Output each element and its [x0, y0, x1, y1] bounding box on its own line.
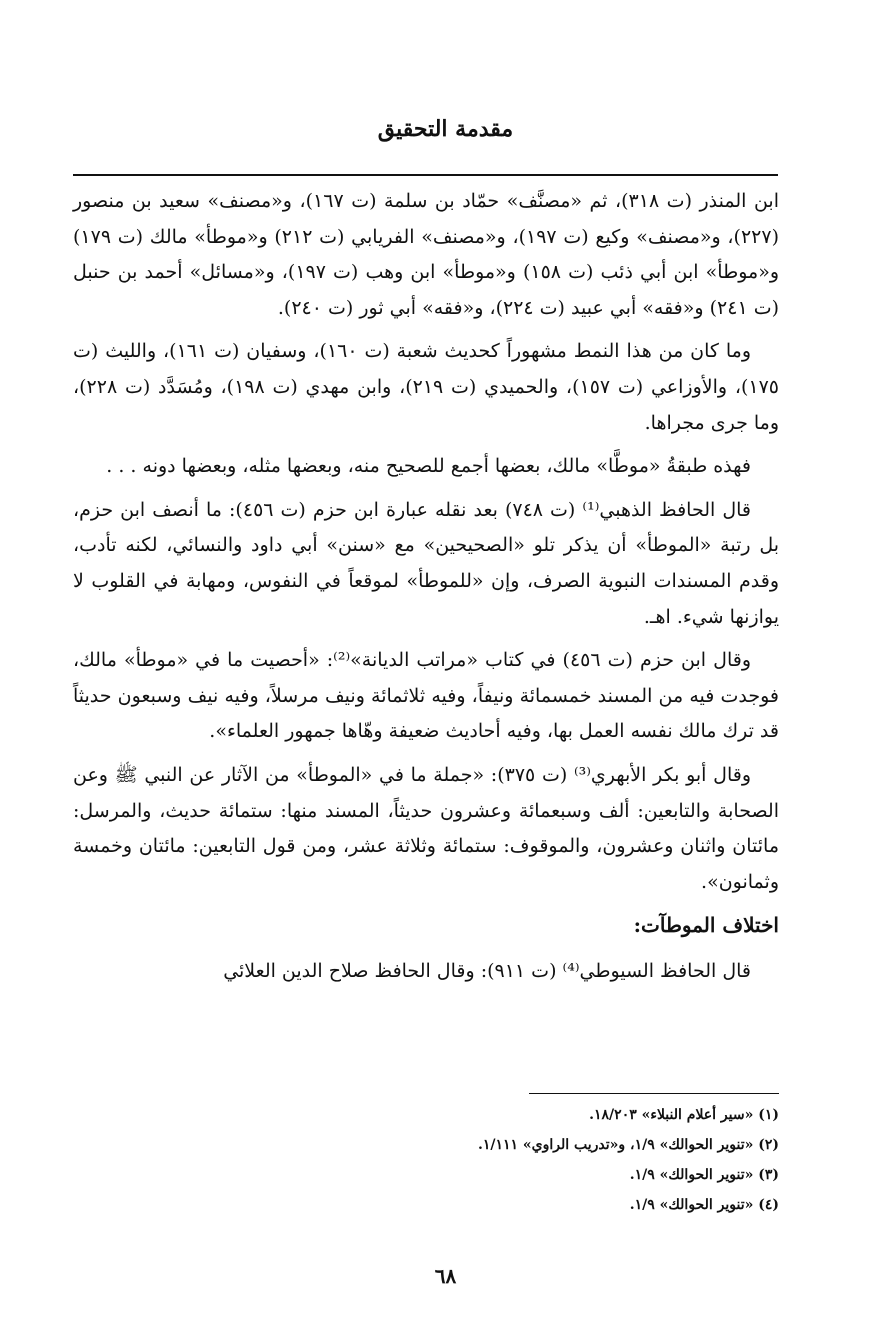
paragraph-3: فهذه طبقةُ «موطَّا» مالك، بعضها أجمع للصحيح منه، وبعضها مثله، وبعضها دونه . . .	[106, 455, 751, 478]
footnote-4: (٤) «تنوير الحوالك» ١/٩.	[629, 1197, 779, 1213]
paragraph-6: وقال أبو بكر الأبهري⁽³⁾ (ت ٣٧٥): «جملة ما في «الموطأ» من الآثار عن النبي ﷺ وعن الصحابة والتابعين: ألف وسبعمائة وعشرون حديثاً، المسند منها: ستمائة حديث، والمرسل: مائتان واثنان وعشرون، والموقوف: ستمائة وثلاثة عشر، ومن قول التابعين: مائتان وخمسة وثمانون».	[73, 763, 779, 893]
footnote-1: (١) «سير أعلام النبلاء» ١٨/٢٠٣.	[589, 1107, 779, 1123]
header-rule	[73, 174, 778, 176]
page-number: ٦٨	[434, 1264, 457, 1288]
paragraph-4: قال الحافظ الذهبي⁽¹⁾ (ت ٧٤٨) بعد نقله عبارة ابن حزم (ت ٤٥٦): ما أنصف ابن حزم، بل رتبة «الموطأ» أن يذكر تلو «الصحيحين» مع «سنن» أبي داود والنسائي، لكنه تأدب، وقدم المسندات النبوية الصرف، وإن «للموطأ» لموقعاً في النفوس، ومهابة في القلوب لا يوازنها شيء. اهـ.	[73, 498, 779, 628]
paragraph-5: وقال ابن حزم (ت ٤٥٦) في كتاب «مراتب الديانة»⁽²⁾: «أحصيت ما في «موطأ» مالك، فوجدت فيه من المسند خمسمائة ونيفاً، وفيه ثلاثمائة ونيف مرسلاً، وفيه نيف وسبعون حديثاً قد ترك مالك نفسه العمل بها، وفيه أحاديث ضعيفة وهّاها جمهور العلماء».	[73, 649, 779, 743]
section-heading: اختلاف الموطآت:	[633, 913, 779, 938]
paragraph-7: قال الحافظ السيوطي⁽⁴⁾ (ت ٩١١): وقال الحافظ صلاح الدين العلائي	[223, 959, 751, 982]
footnote-2: (٢) «تنوير الحوالك» ١/٩، و«تدريب الراوي» ١/١١١.	[477, 1137, 779, 1153]
body-text	[73, 184, 779, 997]
footnote-3: (٣) «تنوير الحوالك» ١/٩.	[629, 1167, 779, 1183]
footnote-rule	[529, 1093, 779, 1094]
running-head: مقدمة التحقيق	[377, 116, 514, 142]
footnotes	[179, 1100, 779, 1220]
paragraph-1: ابن المنذر (ت ٣١٨)، ثم «مصنَّف» حمّاد بن سلمة (ت ١٦٧)، و«مصنف» سعيد بن منصور (٢٢٧)، و«مصنف» وكيع (ت ١٩٧)، و«مصنف» الفريابي (ت ٢١٢) و«موطأ» مالك (ت ١٧٩) و«موطأ» ابن أبي ذئب (ت ١٥٨) و«موطأ» ابن وهب (ت ١٩٧)، و«مسائل» أحمد بن حنبل (ت ٢٤١) و«فقه» أبي عبيد (ت ٢٢٤)، و«فقه» أبي ثور (ت ٢٤٠).	[73, 190, 779, 319]
paragraph-2: وما كان من هذا النمط مشهوراً كحديث شعبة (ت ١٦٠)، وسفيان (ت ١٦١)، والليث (ت ١٧٥)، والأوزاعي (ت ١٥٧)، والحميدي (ت ٢١٩)، وابن مهدي (ت ١٩٨)، ومُسَدَّد (ت ٢٢٨)، وما جرى مجراها.	[73, 340, 779, 434]
